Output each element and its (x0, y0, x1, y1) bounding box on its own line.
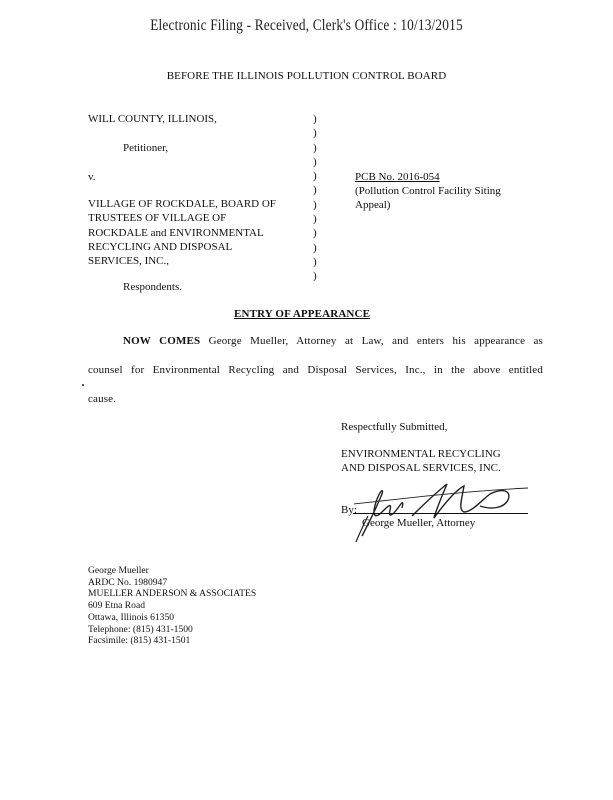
respondent-line: SERVICES, INC., (88, 255, 170, 268)
contact-line: Telephone: (815) 431-1500 (88, 623, 193, 635)
paren: ) (313, 213, 317, 226)
contact-line: ARDC No. 1980947 (88, 576, 168, 588)
paren: ) (313, 270, 317, 283)
petitioner-role: Petitioner, (123, 142, 169, 154)
petitioner-name: WILL COUNTY, ILLINOIS, (88, 113, 217, 125)
respondent-line: VILLAGE OF ROCKDALE, BOARD OF (88, 198, 276, 210)
paren: ) (313, 255, 317, 268)
handwritten-signature (352, 476, 532, 546)
respondent-line: RECYCLING AND DISPOSAL (88, 240, 233, 253)
caption-paren-column (313, 112, 317, 284)
body-paragraph-line-1 (123, 335, 543, 347)
paren: ) (313, 227, 317, 240)
body-line-1-text: George Mueller, Attorney at Law, and enters his appearance as (208, 335, 543, 347)
case-description-line: Appeal) (355, 199, 391, 212)
contact-line: Facsimile: (815) 431-1501 (88, 635, 191, 647)
stray-mark (82, 384, 84, 386)
now-comes-label: NOW COMES (123, 335, 201, 347)
paren: ) (313, 155, 317, 168)
signer-name: George Mueller, Attorney (362, 517, 476, 529)
court-title: BEFORE THE ILLINOIS POLLUTION CONTROL BOARD (166, 70, 447, 82)
signature-line (353, 513, 528, 514)
respondent-line: TRUSTEES OF VILLAGE OF (88, 212, 227, 225)
body-paragraph-line-3: cause. (88, 393, 117, 405)
paren: ) (313, 127, 317, 140)
paren: ) (313, 141, 317, 154)
contact-line: Ottawa, Illinois 61350 (88, 611, 175, 623)
document-title: ENTRY OF APPEARANCE (234, 308, 371, 320)
case-description (355, 184, 501, 213)
paren: ) (313, 198, 317, 211)
contact-line: MUELLER ANDERSON & ASSOCIATES (88, 588, 257, 600)
attorney-contact-block (88, 565, 256, 647)
contact-line: George Mueller (88, 565, 149, 576)
case-number: PCB No. 2016-054 (355, 171, 440, 183)
paren: ) (313, 241, 317, 254)
respondent-line: ROCKDALE and ENVIRONMENTAL (88, 226, 264, 239)
contact-line: 609 Etna Road (88, 600, 146, 612)
closing: Respectfully Submitted, (341, 421, 448, 433)
body-paragraph-line-2: counsel for Environmental Recycling and Disposal Services, Inc., in the above entitled (88, 364, 543, 376)
versus-label: v. (88, 171, 96, 183)
paren: ) (313, 113, 317, 125)
paren: ) (313, 170, 317, 183)
respondent-role: Respondents. (123, 281, 182, 293)
firm-name-line-2: AND DISPOSAL SERVICES, INC. (341, 462, 501, 474)
paren: ) (313, 184, 317, 197)
filing-stamp-header: Electronic Filing - Received, Clerk's Office : 10/13/2015 (150, 17, 463, 34)
respondents-block (88, 197, 276, 268)
case-description-line: (Pollution Control Facility Siting (355, 185, 501, 197)
firm-name-line-1: ENVIRONMENTAL RECYCLING (341, 448, 501, 460)
by-label: By: (341, 504, 357, 516)
